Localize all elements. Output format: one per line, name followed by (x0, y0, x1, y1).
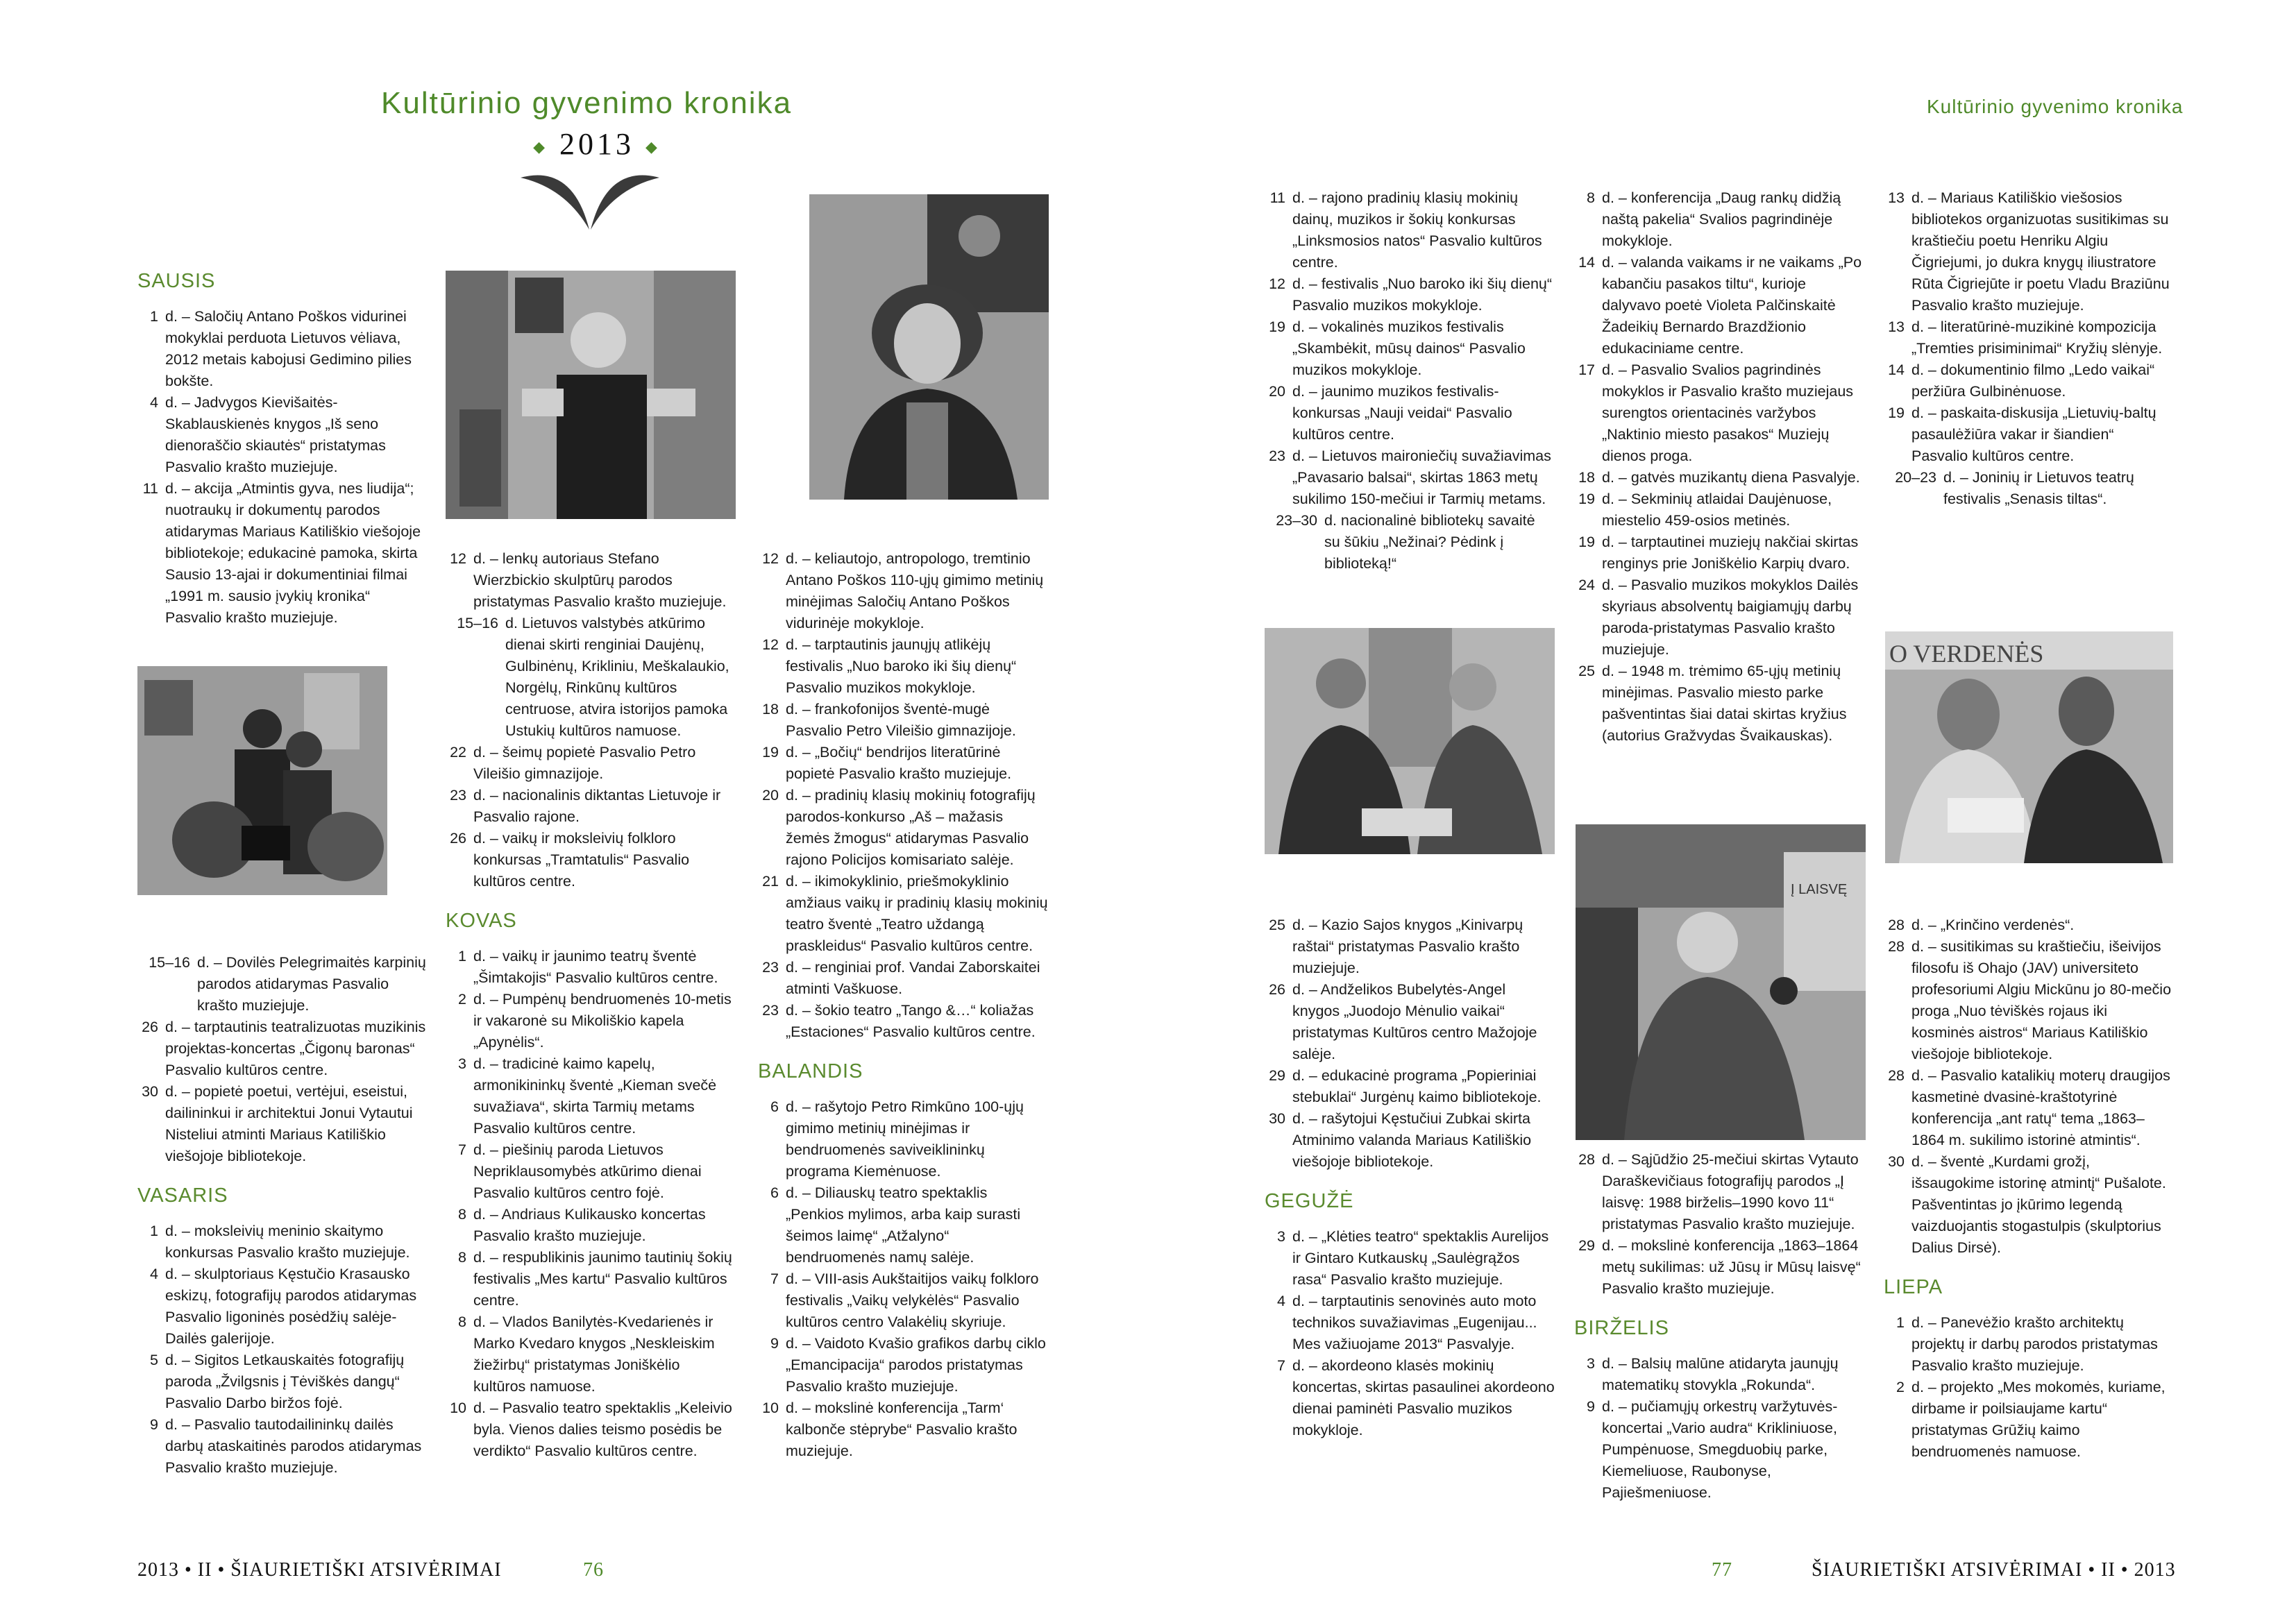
chronicle-entry (137, 1414, 428, 1479)
month-heading: GEGUŽĖ (1265, 1190, 1354, 1212)
month-heading: LIEPA (1884, 1276, 1943, 1298)
chronicle-entry (1884, 1151, 2172, 1259)
chronicle-entry (1574, 187, 1866, 252)
entry-day: 12 (762, 636, 779, 653)
entry-day: 9 (150, 1416, 158, 1433)
entry-text: d. – pradinių klasių mokinių fotografijų parodos-konkurso „Aš – mažasis žemės žmogus“ atidarymas Pasvalio rajono Policijos komisariato salėje. (786, 787, 1036, 868)
right-column-2-bottom (1574, 1149, 1866, 1504)
entry-day: 23–30 (1276, 512, 1317, 529)
footer-journal-right: ŠIAURIETIŠKI ATSIVĖRIMAI • II • 2013 (1812, 1559, 2176, 1581)
chronicle-entry (446, 946, 736, 989)
entry-day: 30 (1888, 1153, 1905, 1170)
chronicle-entry (1265, 1226, 1555, 1291)
chronicle-entry (1574, 1353, 1866, 1396)
entry-text: d. – Sekminių atlaidai Daujėnuose, miestelio 459-osios metinės. (1602, 491, 1832, 529)
chronicle-entry (137, 306, 428, 392)
entry-day: 20 (762, 787, 779, 804)
entry-day: 19 (1269, 318, 1285, 335)
entry-text: d. – VIII-asis Aukštaitijos vaikų folkloro festivalis „Vaikų velykėlės“ Pasvalio kultūros centro Valakėlių skyriuje. (786, 1271, 1039, 1330)
chronicle-entry (137, 478, 428, 629)
entry-text: d. – konferencija „Daug rankų didžią naštą pakelia“ Svalios pagrindinėje mokykloje. (1602, 189, 1841, 249)
entry-text: d. – valanda vaikams ir ne vaikams „Po kabančiu pasakos tiltu“, kurioje dalyvavo poetė Violeta Palčinskaitė Žadeikių Bernardo Brazdžionio edukaciniame centre. (1602, 254, 1862, 357)
entry-day: 19 (1578, 491, 1595, 507)
entry-day: 9 (770, 1335, 779, 1352)
entry-day: 3 (1587, 1355, 1595, 1372)
chronicle-entry (1265, 381, 1555, 445)
entry-text: d. – Mariaus Katiliškio viešosios bibliotekos organizuotas susitikimas su kraštiečiu poetu Henriku Algiu Čigriejumi, jo dukra knygų iliustratore Rūta Čigriejūte ir poetu Vladu Braziūnu Pasvalio krašto muziejuje. (1911, 189, 2170, 314)
entry-day: 26 (142, 1019, 158, 1035)
photo-woman-portrait (809, 194, 1049, 500)
chronicle-entry (1574, 1396, 1866, 1504)
entry-text: d. – šeimų popietė Pasvalio Petro Vileišio gimnazijoje. (473, 744, 696, 782)
right-column-2 (1574, 187, 1866, 747)
photo-couple-with-flowers (137, 666, 387, 895)
entry-day: 10 (762, 1400, 779, 1416)
chronicle-entry (446, 989, 736, 1053)
entry-day: 9 (1587, 1398, 1595, 1415)
entry-text: d. – moksleivių meninio skaitymo konkursas Pasvalio krašto muziejuje. (165, 1223, 410, 1261)
chronicle-entry (1265, 316, 1555, 381)
entry-day: 17 (1578, 362, 1595, 378)
chronicle-entry (1884, 1065, 2172, 1151)
entry-text: d. – tarptautinis senovinės auto moto technikos suvažiavimas „Eugenijau... Mes važiuojame 2013“ Pasvalyje. (1292, 1293, 1537, 1352)
entry-text: d. – literatūrinė-muzikinė kompozicija „Tremties prisiminimai“ Kryžių slėnyje. (1911, 318, 2163, 357)
left-column-3 (758, 548, 1048, 1462)
poster-text: Į LAISVĘ (1791, 882, 1848, 897)
entry-text: d. – Kazio Sajos knygos „Kinivarpų raštai“ pristatymas Pasvalio krašto muziejuje. (1292, 917, 1523, 976)
entry-text: d. – susitikimas su kraštiečiu, išeivijos filosofu iš Ohajo (JAV) universiteto profesoriumi Algiu Mickūnu jo 80-mečio proga „Nuo tėviškės rojaus iki kosminės aistros“ Mariaus Katiliškio viešojoje bibliotekoje. (1911, 938, 2172, 1062)
entry-day: 2 (458, 991, 466, 1008)
entry-text: d. – Vlados Banilytės-Kvedarienės ir Marko Kvedaro knygos „Neskleiskim žiežirbų“ pristatymas Joniškėlio kultūros namuose. (473, 1314, 715, 1395)
entry-text: d. – popietė poetui, vertėjui, eseistui, dailininkui ir architektui Jonui Vytautui Nisteliui atminti Mariaus Katiliškio viešojoje bibliotekoje. (165, 1083, 413, 1164)
chronicle-entry (758, 785, 1048, 871)
entry-day: 7 (770, 1271, 779, 1287)
entry-day: 12 (1269, 275, 1285, 292)
entry-day: 3 (1277, 1228, 1285, 1245)
entry-text: d. – Sąjūdžio 25-mečiui skirtas Vytauto Daraškevičiaus fotografijų parodos „Į laisvę: 1988 birželis–1990 kovo 11“ pristatymas Pasvalio krašto muziejuje. (1602, 1151, 1859, 1232)
sign-text: O VERDENĖS (1889, 640, 2044, 668)
right-column-1-top (1265, 187, 1555, 575)
chronicle-entry (1884, 1312, 2172, 1377)
entry-day: 2 (1896, 1379, 1905, 1395)
entry-text: d. – šokio teatro „Tango &…“ koliažas „Estaciones“ Pasvalio kultūros centre. (786, 1002, 1036, 1040)
entry-day: 29 (1578, 1237, 1595, 1254)
entry-day: 1 (1896, 1314, 1905, 1331)
chronicle-entry (446, 1247, 736, 1311)
entry-day: 30 (1269, 1110, 1285, 1127)
chronicle-entry (1265, 273, 1555, 316)
chronicle-entry (446, 785, 736, 828)
entry-text: d. – Pasvalio teatro spektaklis „Keleivio byla. Vienos dalies teismo posėdis be verdikto“ Pasvalio kultūros centre. (473, 1400, 732, 1459)
section-title-right: Kultūrinio gyvenimo kronika (1927, 96, 2184, 117)
entry-text: d. – keliautojo, antropologo, tremtinio Antano Poškos 110-ųjų gimimo metinių minėjimas Saločių Antano Poškos vidurinėje mokykloje. (786, 550, 1044, 631)
photo-sculptor-elderly-man (446, 271, 736, 519)
entry-text: d. – Pasvalio tautodailininkų dailės darbų ataskaitinės parodos atidarymas Pasvalio krašto muziejuje. (165, 1416, 422, 1476)
chronicle-entry (758, 548, 1048, 634)
entry-text: d. – akordeono klasės mokinių koncertas, skirtas pasaulinei akordeono dienai paminėti Pasvalio muzikos mokykloje. (1292, 1357, 1555, 1438)
entry-day: 19 (1888, 405, 1905, 421)
month-heading: VASARIS (137, 1184, 228, 1207)
chronicle-entry (1574, 252, 1866, 359)
chronicle-entry (446, 742, 736, 785)
chronicle-entry (1884, 402, 2172, 467)
entry-day: 5 (150, 1352, 158, 1368)
left-column-2 (446, 548, 736, 1462)
chronicle-entry (1884, 915, 2172, 936)
entry-text: d. – piešinių paroda Lietuvos Nepriklausomybės atkūrimo dienai Pasvalio kultūros centro fojė. (473, 1141, 702, 1201)
entry-text: d. – lenkų autoriaus Stefano Wierzbickio skulptūrų parodos pristatymas Pasvalio krašto muziejuje. (473, 550, 727, 610)
entry-day: 28 (1888, 917, 1905, 933)
left-column-1-top (137, 271, 428, 629)
entry-text: d. – edukacinė programa „Popieriniai stebuklai“ Jurgėnų kaimo bibliotekoje. (1292, 1067, 1542, 1105)
entry-text: d. – tradicinė kaimo kapelų, armonikininkų šventė „Kieman svečė suvažiava“, skirta Tarmių metams Pasvalio kultūros centre. (473, 1055, 717, 1137)
entry-day: 3 (458, 1055, 466, 1072)
right-column-3 (1884, 187, 2172, 510)
entry-text: d. – Saločių Antano Poškos vidurinei mokyklai perduota Lietuvos vėliava, 2012 metais kabojusi Gedimino pilies bokšte. (165, 308, 412, 389)
chronicle-entry (758, 1000, 1048, 1043)
entry-day: 25 (1578, 663, 1595, 679)
chronicle-entry (758, 1096, 1048, 1182)
entry-text: d. – Pasvalio Svalios pagrindinės mokyklos ir Pasvalio krašto muziejaus surengtos orientacinės varžybos „Naktinio miesto pasakos“ Muziejų dienos proga. (1602, 362, 1854, 464)
entry-day: 19 (762, 744, 779, 760)
entry-text: d. – gatvės muzikantų diena Pasvalyje. (1602, 469, 1860, 486)
entry-text: d. – Pasvalio muzikos mokyklos Dailės skyriaus absolventų baigiamųjų darbų paroda-pristatymas Pasvalio krašto muziejuje. (1602, 577, 1859, 658)
photo-man-with-flower (1576, 824, 1866, 1140)
entry-day: 6 (770, 1098, 779, 1115)
entry-text: d. – rašytojui Kęstučiui Zubkai skirta Atminimo valanda Mariaus Katiliškio viešojoje bibliotekoje. (1292, 1110, 1532, 1170)
entry-day: 21 (762, 873, 779, 890)
chronicle-entry (446, 613, 736, 742)
footer-journal-left: 2013 • II • ŠIAURIETIŠKI ATSIVĖRIMAI (137, 1559, 502, 1581)
entry-day: 6 (770, 1184, 779, 1201)
chronicle-entry (1265, 510, 1555, 575)
chronicle-entry (758, 1333, 1048, 1397)
entry-text: d. – Andželikos Bubelytės-Angel knygos „Juodojo Mėnulio vaikai“ pristatymas Kultūros centro Mažojoje salėje. (1292, 981, 1537, 1062)
entry-day: 14 (1888, 362, 1905, 378)
entry-day: 14 (1578, 254, 1595, 271)
entry-day: 25 (1269, 917, 1285, 933)
entry-text: d. Lietuvos valstybės atkūrimo dienai skirti renginiai Daujėnų, Gulbinėnų, Krikliniu, Meškalaukio, Norgėlų, Rinkūnų kultūros centruose, atvira istorijos pamoka Ustukių kultūros namuose. (505, 615, 729, 739)
chronicle-entry (1265, 1065, 1555, 1108)
right-column-1-bottom (1265, 915, 1555, 1441)
chronicle-entry (137, 392, 428, 478)
chronicle-entry (758, 1182, 1048, 1268)
chronicle-entry (1265, 445, 1555, 510)
entry-day: 22 (450, 744, 466, 760)
entry-text: d. – tarptautinis jaunųjų atlikėjų festivalis „Nuo baroko iki šių dienų“ Pasvalio muzikos mokykloje. (786, 636, 1017, 696)
entry-text: d. – Dovilės Pelegrimaitės karpinių parodos atidarymas Pasvalio krašto muziejuje. (197, 954, 426, 1014)
chronicle-entry (446, 1053, 736, 1139)
entry-text: d. – Balsių malūne atidaryta jaunųjų matematikų stovykla „Rokunda“. (1602, 1355, 1839, 1393)
chronicle-entry (1265, 1108, 1555, 1173)
entry-day: 23 (762, 959, 779, 976)
entry-text: d. – Sigitos Letkauskaitės fotografijų paroda „Žvilgsnis į Tėviškės dangų“ Pasvalio Darbo biržos fojė. (165, 1352, 405, 1411)
page-number-right: 77 (1712, 1559, 1732, 1581)
entry-text: d. – jaunimo muzikos festivalis-konkursas „Nauji veidai“ Pasvalio kultūros centre. (1292, 383, 1512, 443)
photo-two-women-reading (1885, 631, 2173, 863)
chronicle-entry (1265, 979, 1555, 1065)
entry-text: d. – Pumpėnų bendruomenės 10-metis ir vakaronė su Mikoliškio kapela „Apynėlis“. (473, 991, 732, 1051)
entry-day: 26 (1269, 981, 1285, 998)
chronicle-entry (446, 828, 736, 892)
entry-text: d. – tarptautinei muziejų nakčiai skirtas renginys prie Joniškėlio Karpių dvaro. (1602, 534, 1859, 572)
chronicle-entry (137, 1350, 428, 1414)
entry-day: 7 (1277, 1357, 1285, 1374)
entry-day: 4 (1277, 1293, 1285, 1309)
chronicle-entry (1574, 575, 1866, 661)
entry-day: 10 (450, 1400, 466, 1416)
month-heading: BALANDIS (758, 1060, 863, 1082)
entry-day: 8 (1587, 189, 1595, 206)
chronicle-entry (1884, 936, 2172, 1065)
entry-day: 1 (150, 308, 158, 325)
entry-day: 4 (150, 1266, 158, 1282)
entry-text: d. – mokslinė konferencija „1863–1864 metų sukilimas: už Jūsų ir Mūsų laisvę“ Pasvalio krašto muziejuje. (1602, 1237, 1861, 1297)
entry-text: d. – tarptautinis teatralizuotas muzikinis projektas-koncertas „Čigonų baronas“ Pasvalio kultūros centre. (165, 1019, 426, 1078)
entry-text: d. – projekto „Mes mokomės, kuriame, dirbame ir poilsiaujame kartu“ pristatymas Grūžių kaimo bendruomenės namuose. (1911, 1379, 2166, 1460)
chronicle-entry (1265, 915, 1555, 979)
entry-day: 23 (1269, 448, 1285, 464)
entry-day: 29 (1269, 1067, 1285, 1084)
entry-day: 20–23 (1895, 469, 1936, 486)
chronicle-entry (446, 548, 736, 613)
right-column-3-bottom (1884, 915, 2172, 1463)
entry-day: 12 (450, 550, 466, 567)
entry-day: 11 (1269, 189, 1285, 206)
entry-day: 8 (458, 1314, 466, 1330)
chronicle-entry (758, 1268, 1048, 1333)
entry-day: 13 (1888, 318, 1905, 335)
chronicle-entry (137, 1081, 428, 1167)
entry-text: d. – rašytojo Petro Rimkūno 100-ųjų gimimo metinių minėjimas ir bendruomenės saviveiklininkų programa Kiemėnuose. (786, 1098, 1024, 1180)
entry-text: d. – skulptoriaus Kęstučio Krasausko eskizų, fotografijų parodos atidarymas Pasvalio ligoninės posėdžių salėje-Dailės galerijoje. (165, 1266, 417, 1347)
book-ornament-icon (517, 164, 663, 233)
chronicle-entry (446, 1139, 736, 1204)
chronicle-entry (758, 699, 1048, 742)
entry-text: d. – Andriaus Kulikausko koncertas Pasvalio krašto muziejuje. (473, 1206, 706, 1244)
chronicle-entry (446, 1397, 736, 1462)
entry-day: 7 (458, 1141, 466, 1158)
entry-text: d. nacionalinė bibliotekų savaitė su šūkiu „Nežinai? Pėdink į biblioteką!“ (1324, 512, 1535, 572)
entry-day: 28 (1578, 1151, 1595, 1168)
entry-day: 26 (450, 830, 466, 847)
entry-text: d. – akcija „Atmintis gyva, nes liudija“; nuotraukų ir dokumentų parodos atidarymas Mariaus Katiliškio viešojoje bibliotekoje; edukacinė pamoka, skirta Sausio 13-ajai ir dokumentiniai filmai „1991 m. sausio įvykių kronika“ Pasvalio krašto muziejuje. (165, 480, 421, 626)
chronicle-entry (1574, 1149, 1866, 1235)
entry-text: d. – Joninių ir Lietuvos teatrų festivalis „Senasis tiltas“. (1943, 469, 2134, 507)
entry-day: 1 (458, 948, 466, 965)
entry-day: 12 (762, 550, 779, 567)
entry-day: 15–16 (149, 954, 190, 971)
entry-day: 28 (1888, 1067, 1905, 1084)
entry-day: 18 (1578, 469, 1595, 486)
entry-day: 20 (1269, 383, 1285, 400)
entry-text: d. – Vaidoto Kvašio grafikos darbų ciklo „Emancipacija“ parodos pristatymas Pasvalio krašto muziejuje. (786, 1335, 1046, 1395)
entry-day: 30 (142, 1083, 158, 1100)
chronicle-entry (758, 742, 1048, 785)
chronicle-entry (758, 634, 1048, 699)
section-title-left: Kultūrinio gyvenimo kronika (381, 86, 793, 120)
entry-text: d. – vaikų ir moksleivių folkloro konkursas „Tramtatulis“ Pasvalio kultūros centre. (473, 830, 690, 890)
entry-text: d. – „Bočių“ bendrijos literatūrinė popietė Pasvalio krašto muziejuje. (786, 744, 1012, 782)
entry-day: 28 (1888, 938, 1905, 955)
entry-text: d. – pučiamųjų orkestrų varžytuvės-koncertai „Vario audra“ Krikliniuose, Pumpėnuose, Smegduobių parke, Kiemeliuose, Raubonyse, Pajiešmeniuose. (1602, 1398, 1838, 1501)
entry-text: d. – mokslinė konferencija „Tarm‘ kalbonče stėprybe“ Pasvalio krašto muziejuje. (786, 1400, 1018, 1459)
month-heading: SAUSIS (137, 270, 216, 292)
chronicle-entry (1265, 1355, 1555, 1441)
chronicle-entry (1265, 187, 1555, 273)
chronicle-entry (1884, 187, 2172, 316)
entry-text: d. – vaikų ir jaunimo teatrų šventė „Šimtakojis“ Pasvalio kultūros centre. (473, 948, 718, 986)
chronicle-entry (758, 871, 1048, 957)
entry-day: 4 (150, 394, 158, 411)
chronicle-entry (758, 957, 1048, 1000)
year-label (527, 126, 666, 162)
chronicle-entry (137, 1017, 428, 1081)
entry-day: 13 (1888, 189, 1905, 206)
entry-text: d. – Diliauskų teatro spektaklis „Penkios mylimos, arba kaip surasti šeimos laimę“ „Atžalyno“ bendruomenės namų salėje. (786, 1184, 1021, 1266)
entry-day: 11 (142, 480, 158, 497)
entry-text: d. – Lietuvos maironiečių suvažiavimas „Pavasario balsai“, skirtas 1863 metų sukilimo 150-mečiui ir Tarmių metams. (1292, 448, 1551, 507)
chronicle-entry (1574, 488, 1866, 532)
entry-day: 19 (1578, 534, 1595, 550)
entry-text: d. – nacionalinis diktantas Lietuvoje ir Pasvalio rajone. (473, 787, 721, 825)
chronicle-entry (446, 1311, 736, 1397)
entry-day: 8 (458, 1249, 466, 1266)
chronicle-entry (1884, 359, 2172, 402)
entry-text: d. – 1948 m. trėmimo 65-ųjų metinių minėjimas. Pasvalio miesto parke pašventintas šiai datai skirtas kryžius (autorius Gražvydas Švaikauskas). (1602, 663, 1847, 744)
chronicle-entry (1884, 467, 2172, 510)
chronicle-entry (1574, 1235, 1866, 1300)
left-column-1-bottom (137, 952, 428, 1479)
chronicle-entry (137, 1221, 428, 1264)
entry-text: d. – paskaita-diskusija „Lietuvių-baltų pasaulėžiūra vakar ir šiandien“ Pasvalio kultūros centre. (1911, 405, 2156, 464)
entry-text: d. – Panevėžio krašto architektų projektų ir darbų parodos pristatymas Pasvalio krašto muziejuje. (1911, 1314, 2158, 1374)
entry-text: d. – „Krinčino verdenės“. (1911, 917, 2075, 933)
chronicle-entry (1884, 1377, 2172, 1463)
chronicle-entry (1574, 661, 1866, 747)
chronicle-entry (137, 952, 428, 1017)
month-heading: BIRŽELIS (1574, 1317, 1669, 1339)
year-text: 2013 (559, 127, 634, 161)
chronicle-entry (758, 1397, 1048, 1462)
entry-text: d. – šventė „Kurdami grožį, išsaugokime istorinę atmintį“ Pušalote. Pašventintas jo įkūrimo legendą vaizduojantis stogastulpis (skulptorius Dalius Dirsė). (1911, 1153, 2166, 1256)
entry-text: d. – frankofonijos šventė-mugė Pasvalio Petro Vileišio gimnazijoje. (786, 701, 1016, 739)
photo-two-men-outdoors (1265, 628, 1555, 854)
entry-text: d. – rajono pradinių klasių mokinių dainų, muzikos ir šokių konkursas „Linksmosios natos“ Pasvalio kultūros centre. (1292, 189, 1542, 271)
chronicle-entry (1574, 467, 1866, 488)
page-number-left: 76 (583, 1559, 604, 1581)
entry-text: d. – respublikinis jaunimo tautinių šokių festivalis „Mes kartu“ Pasvalio kultūros centre. (473, 1249, 732, 1309)
entry-day: 1 (150, 1223, 158, 1239)
chronicle-entry (1574, 359, 1866, 467)
diamond-icon: ◆ (645, 137, 661, 155)
entry-text: d. – festivalis „Nuo baroko iki šių dienų“ Pasvalio muzikos mokykloje. (1292, 275, 1553, 314)
entry-text: d. – Jadvygos Kievišaitės-Skablauskienės knygos „Iš seno dienoraščio skiautės“ pristatymas Pasvalio krašto muziejuje. (165, 394, 386, 475)
diamond-icon: ◆ (533, 137, 548, 155)
entry-day: 24 (1578, 577, 1595, 593)
chronicle-entry (446, 1204, 736, 1247)
entry-day: 23 (762, 1002, 779, 1019)
entry-text: d. – dokumentinio filmo „Ledo vaikai“ peržiūra Gulbinėnuose. (1911, 362, 2155, 400)
chronicle-entry (1884, 316, 2172, 359)
entry-day: 8 (458, 1206, 466, 1223)
entry-text: d. – „Klėties teatro“ spektaklis Aurelijos ir Gintaro Kutkauskų „Saulėgrąžos rasa“ Pasvalio krašto muziejuje. (1292, 1228, 1549, 1288)
entry-text: d. – vokalinės muzikos festivalis „Skambėkit, mūsų dainos“ Pasvalio muzikos mokykloje. (1292, 318, 1526, 378)
entry-text: d. – ikimokyklinio, priešmokyklinio amžiaus vaikų ir pradinių klasių mokinių teatro šventė „Teatro uždangą praskleidus“ Pasvalio kultūros centre. (786, 873, 1048, 954)
chronicle-entry (137, 1264, 428, 1350)
month-heading: KOVAS (446, 910, 517, 932)
entry-text: d. – renginiai prof. Vandai Zaborskaitei atminti Vaškuose. (786, 959, 1040, 997)
entry-text: d. – Pasvalio katalikių moterų draugijos kasmetinė dvasinė-kraštotyrinė konferencija „ant ratų“ tema „1863–1864 m. sukilimo istorinė atmintis“. (1911, 1067, 2170, 1148)
entry-day: 18 (762, 701, 779, 717)
chronicle-entry (1574, 532, 1866, 575)
entry-day: 23 (450, 787, 466, 804)
entry-day: 15–16 (457, 615, 498, 631)
chronicle-entry (1265, 1291, 1555, 1355)
